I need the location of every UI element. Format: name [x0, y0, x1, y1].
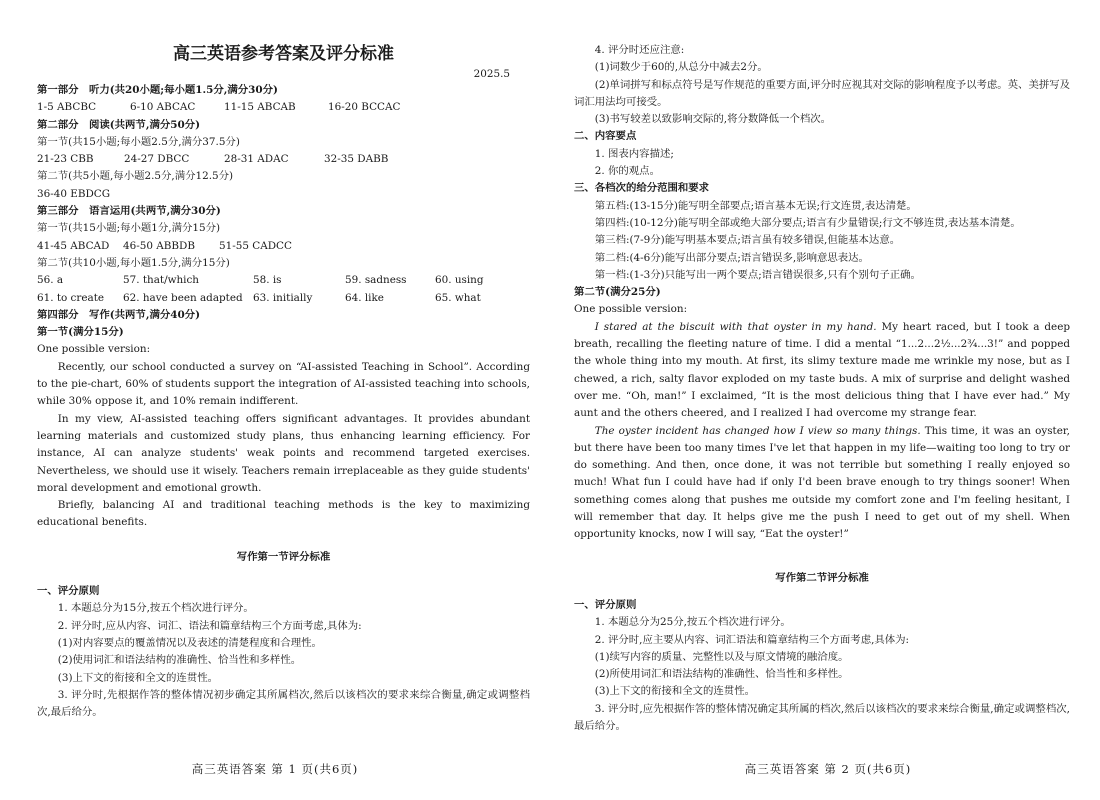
- page-2: [556, 0, 1100, 800]
- answer-group: 11-15 ABCAB: [224, 101, 296, 114]
- part2-sec1-answers: [37, 151, 530, 168]
- possible-version-label: One possible version:: [574, 303, 688, 316]
- part2-sec1: 第一节(共15小题;每小题2.5分,满分37.5分): [37, 135, 240, 148]
- answer-group: 32-35 DABB: [324, 153, 389, 166]
- part3-sec2-row1: [37, 272, 530, 289]
- rubric-line: (2)所使用词汇和语法结构的准确性、恰当性和多样性。: [594, 668, 849, 681]
- essay-paragraph: Recently, our school conducted a survey on “AI-assisted Teaching in School”. According to the pie-chart, 60% of students support the integration of AI-assisted teaching into schools, while 30% oppose it, and 10% remain indifferent.: [37, 360, 530, 408]
- answer-group: 1-5 ABCBC: [37, 101, 97, 114]
- level-line: 第三档:(7-9分)能写明基本要点;语言虽有较多错误,但能基本达意。: [594, 234, 901, 247]
- part1-heading: 第一部分 听力(共20小题;每小题1.5分,满分30分): [37, 84, 278, 96]
- answer-item: 64. like: [345, 291, 384, 304]
- rubric-line: 2. 评分时,应从内容、词汇、语法和篇章结构三个方面考虑,具体为:: [57, 619, 362, 632]
- answer-item: 57. that/which: [123, 274, 199, 287]
- rubric-line: (1)对内容要点的覆盖情况以及表述的清楚程度和合理性。: [57, 636, 322, 649]
- answer-item: 59. sadness: [345, 274, 407, 287]
- content-heading: 二、内容要点: [574, 130, 637, 143]
- rubric-line: 2. 评分时,应主要从内容、词汇语法和篇章结构三个方面考虑,具体为:: [594, 633, 910, 646]
- rubric-title: 写作第一节评分标准: [236, 550, 331, 563]
- levels-heading: 三、各档次的给分范围和要求: [574, 182, 710, 195]
- rubric-line: 1. 本题总分为15分,按五个档次进行评分。: [57, 602, 254, 615]
- given-sentence: The oyster incident has changed how I view so many things.: [594, 424, 921, 437]
- rubric-line: (2)使用词汇和语法结构的准确性、恰当性和多样性。: [57, 654, 302, 667]
- answer-group: 16-20 BCCAC: [328, 101, 401, 114]
- level-line: 第一档:(1-3分)只能写出一两个要点;语言错误很多,只有个别句子正确。: [594, 268, 921, 281]
- rubric-line: (3)上下文的衔接和全文的连贯性。: [594, 685, 755, 698]
- part3-heading: 第三部分 语言运用(共两节,满分30分): [37, 205, 221, 218]
- answer-item: 63. initially: [253, 291, 313, 304]
- note-line: (2)单词拼写和标点符号是写作规范的重要方面,评分时应视其对交际的影响程度予以考虑。英、美拼写及词汇用法均可接受。: [574, 78, 1071, 108]
- answer-group: 51-55 CADCC: [219, 239, 292, 252]
- part2-heading: 第二部分 阅读(共两节,满分50分): [37, 118, 200, 131]
- part3-sec1: 第一节(共15小题;每小题1分,满分15分): [37, 222, 221, 235]
- answer-group: 21-23 CBB: [37, 153, 94, 166]
- part3-sec2-row2: [37, 290, 530, 307]
- continuation-paragraph-2: [574, 423, 1070, 544]
- page-footer: 高三英语答案 第 2 页(共6页): [744, 762, 912, 776]
- note-line: (1)词数少于60的,从总分中减去2分。: [594, 61, 768, 74]
- level-line: 第四档:(10-12分)能写明全部或绝大部分要点;语言有少量错误;行文不够连贯,表达基本清楚。: [594, 216, 1021, 229]
- part3-sec1-answers: [37, 238, 530, 255]
- answer-group: 41-45 ABCAD: [37, 239, 110, 252]
- continuation-text: This time, it was an oyster, but there have been too many times I've let that happen in my life—waiting too long to try or do something. And then, once done, it was not terrible but something I really enjoyed so much! What fun I could have had if only I'd been brave enough to try things sooner! When something comes along that pushes me outside my comfort zone and I'm feeling hesitant, I will remember that day. It helps give me the push I need to get out of my shell. When opportunity knocks, now I will say, “Eat the oyster!”: [574, 424, 1070, 541]
- rubric-title: 写作第二节评分标准: [775, 571, 869, 584]
- part4-heading: 第四部分 写作(共两节,满分40分): [37, 308, 200, 321]
- page-1-content: [37, 0, 530, 721]
- answer-group: 46-50 ABBDB: [123, 239, 195, 252]
- rubric-line: 3. 评分时,先根据作答的整体情况初步确定其所属档次,然后以该档次的要求来综合衡量,确定或调整档次,最后给分。: [37, 688, 530, 719]
- answer-item: 58. is: [253, 274, 282, 287]
- essay-paragraph: In my view, AI-assisted teaching offers significant advantages. It provides abundant learning materials and customized study plans, thus enhancing learning efficiency. For instance, AI can analyze students' weak points and recommend targeted exercises. Nevertheless, we should use it wisely. Teachers remain irreplaceable as they guide students' moral development and emotional growth.: [37, 412, 530, 494]
- essay-paragraph: Briefly, balancing AI and traditional teaching methods is the key to maximizing educational benefits.: [37, 499, 530, 529]
- answer-group: 28-31 ADAC: [224, 153, 289, 166]
- continuation-text: My heart raced, but I took a deep breath, recalling the fleeting nature of time. I did a mental “1...2...2½...2¾...3!” and popped the whole thing into my mouth. At first, its slimy texture made me wrinkle my nose, but as I chewed, a rich, salty flavor exploded on my taste buds. A mix of surprise and delight washed over me. “Oh, man!” I exclaimed, “It is the most delicious thing that I have ever had.” My aunt and the others cheered, and I realized I had overcome my strange fear.: [574, 320, 1070, 420]
- rubric-line: (1)续写内容的质量、完整性以及与原文情境的融洽度。: [594, 650, 849, 663]
- part4-sec1: 第一节(满分15分): [37, 326, 124, 339]
- rubric-line: 3. 评分时,应先根据作答的整体情况确定其所属的档次,然后以该档次的要求来综合衡量,确定或调整档次,最后给分。: [574, 702, 1070, 732]
- answer-item: 60. using: [435, 274, 484, 287]
- answer-item: 56. a: [37, 274, 64, 287]
- page-2-content: [574, 42, 1070, 735]
- rubric-line: (3)上下文的衔接和全文的连贯性。: [57, 671, 218, 684]
- answer-item: 65. what: [435, 291, 481, 304]
- rubric-principle-heading: 一、评分原则: [37, 585, 100, 598]
- answer-item: 62. have been adapted: [123, 291, 243, 304]
- note-line: (3)书写较差以致影响交际的,将分数降低一个档次。: [594, 113, 832, 126]
- rubric-line: 1. 本题总分为25分,按五个档次进行评分。: [594, 616, 791, 629]
- possible-version-label: One possible version:: [37, 343, 151, 356]
- part1-answers: [37, 99, 530, 116]
- continuation-paragraph-1: [574, 319, 1070, 423]
- given-sentence: I stared at the biscuit with that oyster in my hand.: [594, 320, 877, 333]
- answer-group: 24-27 DBCC: [124, 153, 190, 166]
- level-line: 第二档:(4-6分)能写出部分要点;语言错误多,影响意思表达。: [594, 251, 869, 264]
- note-line: 4. 评分时还应注意:: [594, 44, 685, 56]
- exam-date: 2025.5: [473, 68, 510, 80]
- part2-sec2-answers: 36-40 EBDCG: [37, 187, 111, 200]
- rubric-principle-heading: 一、评分原则: [574, 598, 637, 611]
- answer-item: 61. to create: [37, 291, 105, 304]
- content-point: 1. 图表内容描述;: [594, 147, 674, 160]
- answer-group: 6-10 ABCAC: [130, 101, 196, 114]
- part2-sec2: 第二节(共5小题,每小题2.5分,满分12.5分): [37, 170, 234, 183]
- sec2-heading: 第二节(满分25分): [574, 286, 661, 299]
- page-title: 高三英语参考答案及评分标准: [173, 44, 394, 64]
- content-point: 2. 你的观点。: [594, 165, 660, 178]
- level-line: 第五档:(13-15分)能写明全部要点;语言基本无误;行文连贯,表达清楚。: [594, 199, 917, 212]
- part3-sec2: 第二节(共10小题,每小题1.5分,满分15分): [37, 256, 230, 269]
- page-footer: 高三英语答案 第 1 页(共6页): [191, 762, 359, 776]
